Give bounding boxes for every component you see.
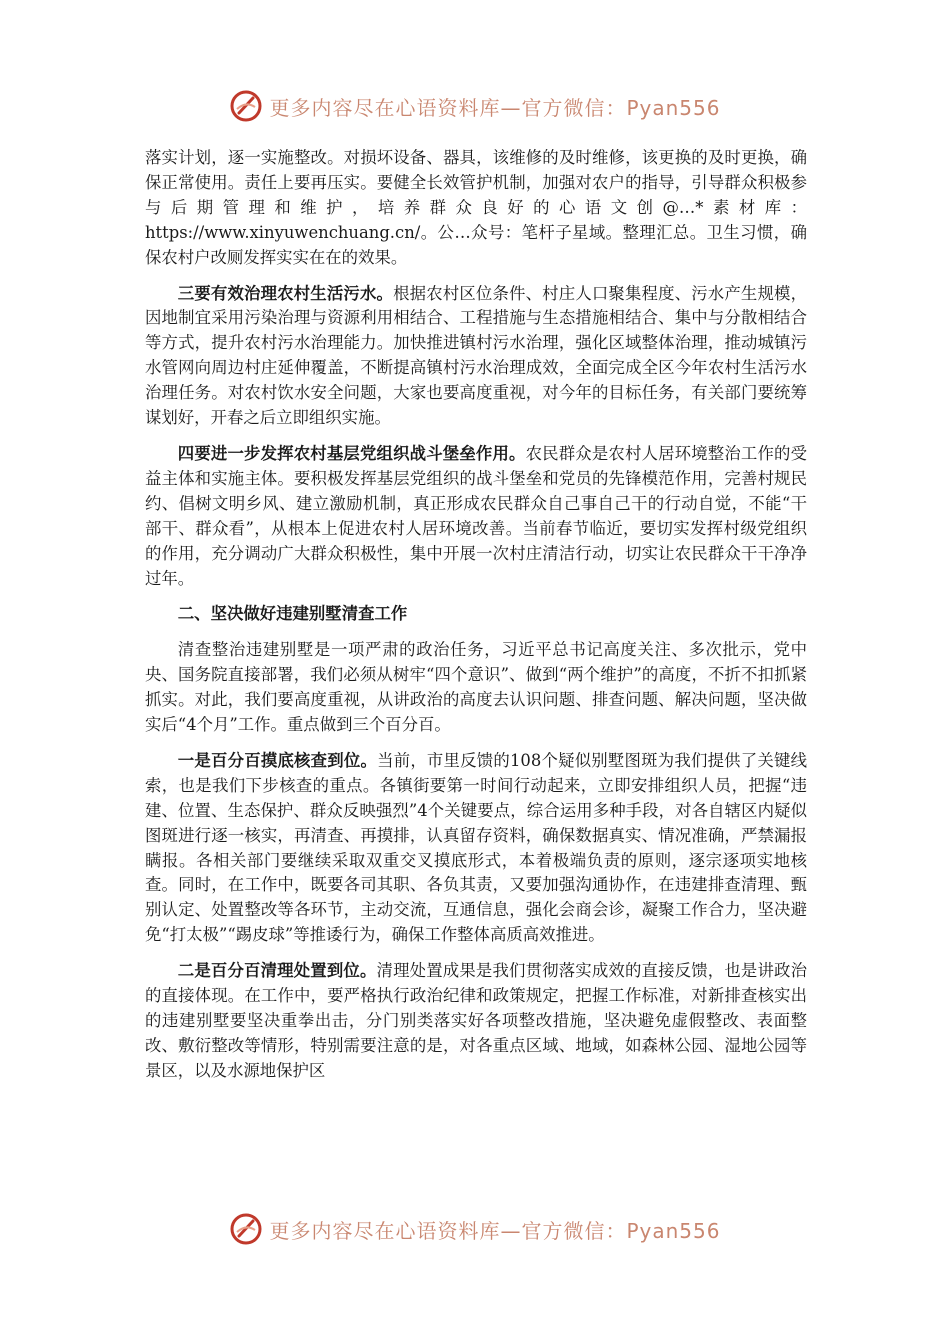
document-body: [145, 146, 807, 1095]
header-watermark-text: 更多内容尽在心语资料库—官方微信：Pyan556: [269, 95, 721, 120]
footer-watermark-banner: [0, 1209, 950, 1249]
paragraph-lead: 二是百分百清理处置到位。: [177, 961, 377, 981]
watermark-logo-icon: [229, 89, 263, 123]
paragraph-lead: 一是百分百摸底核查到位。: [177, 750, 378, 770]
paragraph-4: 清查整治违建别墅是一项严肃的政治任务，习近平总书记高度关注、多次批示，党中央、国务院直接部署，我们必须从树牢“四个意识”、做到“两个维护”的高度，不折不扣抓紧抓实。对此，我们要高度重视，从讲政治的高度去认识问题、排查问题、解决问题，坚决做实后“4个月”工作。重点做到三个百分百。: [145, 640, 807, 735]
paragraph-lead: 四要进一步发挥农村基层党组织战斗堡垒作用。: [177, 443, 526, 463]
section-heading: 二、坚决做好违建别墅清查工作: [177, 604, 408, 624]
header-watermark-banner: [0, 86, 950, 126]
paragraph-1: 落实计划，逐一实施整改。对损坏设备、器具，该维修的及时维修，该更换的及时更换，确保正常使用。责任上要再压实。要健全长效管护机制，加强对农户的指导，引导群众积极参与后期管理和维护，培养群众良好的心语文创@…*素材库：https://www.xinyuwenchuang.cn/。公…众号：笔杆子星域。整理汇总。卫生习惯，确保农村户改厕发挥实实在在的效果。: [145, 148, 807, 267]
paragraph-6: 二是百分百清理处置到位。清理处置成果是我们贯彻落实成效的直接反馈，也是讲政治的直接体现。在工作中，要严格执行政治纪律和政策规定，把握工作标准，对新排查核实出的违建别墅要坚决重拳出击，分门别类落实好各项整改措施，坚决避免虚假整改、表面整改、敷衍整改等情形，特别需要注意的是，对各重点区域、地域，如森林公园、湿地公园等景区，以及水源地保护区: [145, 961, 807, 1080]
paragraph-3: 四要进一步发挥农村基层党组织战斗堡垒作用。农民群众是农村人居环境整治工作的受益主体和实施主体。要积极发挥基层党组织的战斗堡垒和党员的先锋模范作用，完善村规民约、倡树文明乡风、建立激励机制，真正形成农民群众自己事自己干的行动自觉，不能“干部干、群众看”，从根本上促进农村人居环境改善。当前春节临近，要切实发挥村级党组织的作用，充分调动广大群众积极性，集中开展一次村庄清洁行动，切实让农民群众干干净净过年。: [145, 443, 807, 588]
paragraph-lead: 三要有效治理农村生活污水。: [177, 283, 394, 303]
footer-watermark-text: 更多内容尽在心语资料库—官方微信：Pyan556: [269, 1218, 721, 1243]
watermark-logo-icon: [229, 1212, 263, 1246]
paragraph-2: 三要有效治理农村生活污水。根据农村区位条件、村庄人口聚集程度、污水产生规模，因地制宜采用污染治理与资源利用相结合、工程措施与生态措施相结合、集中与分散相结合等方式，提升农村污水治理能力。加快推进镇村污水治理，强化区域整体治理，推动城镇污水管网向周边村庄延伸覆盖，不断提高镇村污水治理成效，全面完成全区今年农村生活污水治理任务。对农村饮水安全问题，大家也要高度重视，对今年的目标任务，有关部门要统筹谋划好，开春之后立即组织实施。: [145, 283, 807, 428]
paragraph-5: 一是百分百摸底核查到位。当前，市里反馈的108个疑似别墅图斑为我们提供了关键线索，也是我们下步核查的重点。各镇街要第一时间行动起来，立即安排组织人员，把握“违建、位置、生态保护、群众反映强烈”4个关键要点，综合运用多种手段，对各自辖区内疑似图斑进行逐一核实，再清查、再摸排，认真留存资料，确保数据真实、情况准确，严禁漏报瞒报。各相关部门要继续采取双重交叉摸底形式，本着极端负责的原则，逐宗逐项实地核查。同时，在工作中，既要各司其职、各负其责，又要加强沟通协作，在违建排查清理、甄别认定、处置整改等各环节，主动交流，互通信息，强化会商会诊，凝聚工作合力，坚决避免“打太极”“踢皮球”等推诿行为，确保工作整体高质高效推进。: [145, 750, 807, 945]
